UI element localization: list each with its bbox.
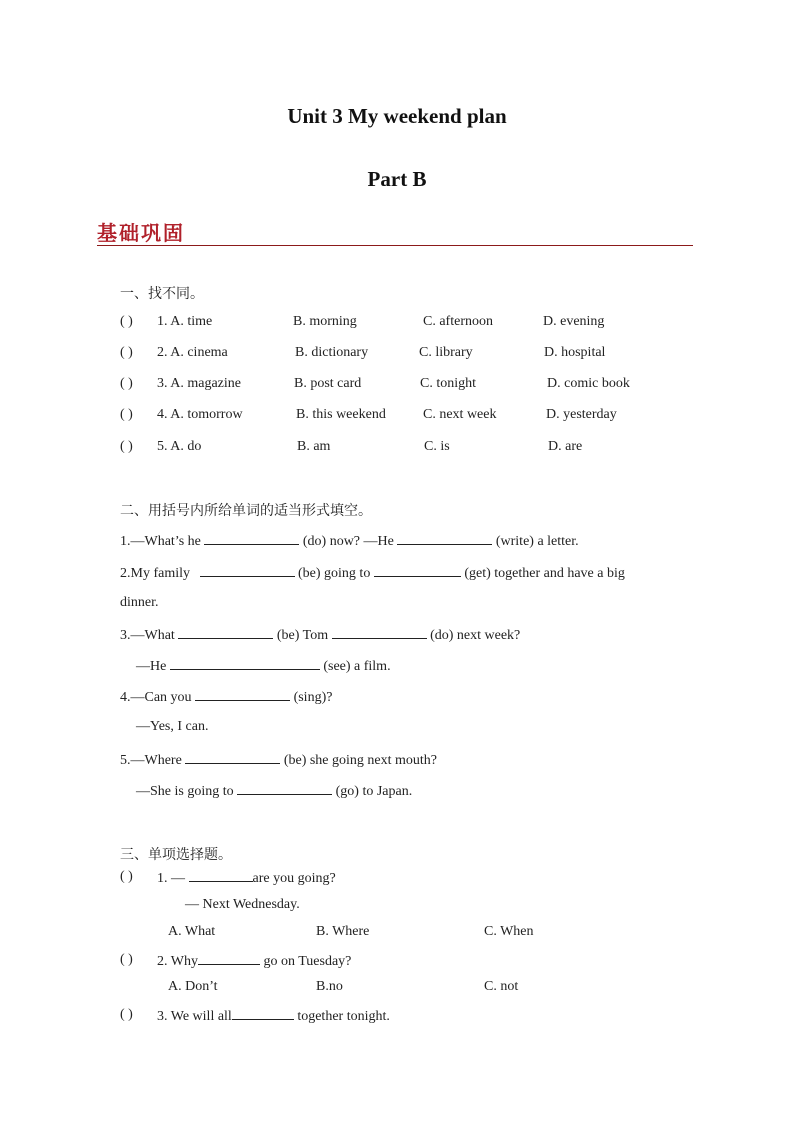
- question-stem: are you going?: [252, 871, 336, 886]
- fill-question-4-reply: —Yes, I can.: [136, 719, 209, 734]
- question-text: 4.—Can you: [120, 690, 192, 705]
- option-b[interactable]: B.no: [316, 979, 343, 994]
- answer-blank[interactable]: [178, 626, 273, 639]
- option-b: B. post card: [294, 376, 362, 391]
- answer-blank[interactable]: [189, 869, 253, 882]
- section3-heading: 三、单项选择题。: [120, 847, 232, 863]
- option-c: C. afternoon: [423, 314, 493, 329]
- option-a: 1. A. time: [157, 314, 213, 329]
- answer-bracket[interactable]: ( ): [120, 952, 133, 967]
- question-stem: go on Tuesday?: [263, 954, 352, 969]
- question-text: 3.—What: [120, 628, 175, 643]
- answer-blank[interactable]: [185, 751, 280, 764]
- option-c: C. next week: [423, 407, 497, 422]
- document-subtitle: Part B: [367, 167, 427, 191]
- fill-question-2: [120, 564, 625, 582]
- fill-question-1: [120, 532, 579, 550]
- answer-blank[interactable]: [374, 564, 461, 577]
- option-c: C. library: [419, 345, 473, 360]
- option-c[interactable]: C. not: [484, 979, 519, 994]
- fill-question-3: [120, 626, 520, 644]
- option-a: 2. A. cinema: [157, 345, 228, 360]
- option-b: B. morning: [293, 314, 357, 329]
- answer-bracket[interactable]: ( ): [120, 439, 133, 454]
- answer-bracket[interactable]: ( ): [120, 376, 133, 391]
- answer-blank[interactable]: [204, 532, 299, 545]
- question-text: (be) Tom: [276, 628, 329, 643]
- option-a: 4. A. tomorrow: [157, 407, 243, 422]
- question-text: (write) a letter.: [495, 534, 579, 549]
- question-text: (be) going to: [298, 566, 371, 581]
- option-c: C. tonight: [420, 376, 477, 391]
- question-text: (do) next week?: [430, 628, 521, 643]
- question-text: —He: [136, 659, 167, 674]
- option-a: 5. A. do: [157, 439, 202, 454]
- option-d: D. evening: [543, 314, 605, 329]
- section2-heading: 二、用括号内所给单词的适当形式填空。: [120, 503, 372, 519]
- option-b: B. dictionary: [295, 345, 369, 360]
- answer-blank[interactable]: [232, 1007, 294, 1020]
- option-d: D. comic book: [547, 376, 630, 391]
- option-d: D. are: [548, 439, 583, 454]
- answer-blank[interactable]: [195, 688, 290, 701]
- question-text: (sing)?: [293, 690, 333, 705]
- option-a: 3. A. magazine: [157, 376, 241, 391]
- question-text: (do) now? —He: [302, 534, 394, 549]
- option-d: D. yesterday: [546, 407, 617, 422]
- fill-question-5: [120, 751, 437, 769]
- answer-blank[interactable]: [170, 657, 320, 670]
- question-text: (see) a film.: [323, 659, 391, 674]
- document-title: Unit 3 My weekend plan: [287, 104, 507, 128]
- option-a[interactable]: A. What: [168, 924, 216, 939]
- question-number: 3. We will all: [157, 1009, 232, 1024]
- question-text: (be) she going next mouth?: [283, 753, 437, 768]
- question-stem: together tonight.: [297, 1009, 390, 1024]
- question-text: 1.—What’s he: [120, 534, 201, 549]
- fill-question-5-reply: [136, 782, 412, 800]
- option-b: B. am: [297, 439, 331, 454]
- option-a[interactable]: A. Don’t: [168, 979, 218, 994]
- option-d: D. hospital: [544, 345, 606, 360]
- banner-divider: [97, 245, 693, 246]
- answer-blank[interactable]: [237, 782, 332, 795]
- section1-heading: 一、找不同。: [120, 286, 204, 302]
- answer-bracket[interactable]: ( ): [120, 345, 133, 360]
- answer-blank[interactable]: [332, 626, 427, 639]
- answer-bracket[interactable]: ( ): [120, 1007, 133, 1022]
- question-text: 2.My family: [120, 566, 190, 581]
- answer-blank[interactable]: [198, 952, 260, 965]
- question-text: [157, 1007, 390, 1025]
- question-continuation: dinner.: [120, 595, 159, 610]
- section-banner: 基础巩固: [97, 221, 185, 245]
- question-text: (get) together and have a big: [464, 566, 625, 581]
- answer-blank[interactable]: [397, 532, 492, 545]
- question-text: [157, 869, 336, 887]
- fill-question-3-reply: [136, 657, 391, 675]
- answer-bracket[interactable]: ( ): [120, 869, 133, 884]
- option-b: B. this weekend: [296, 407, 386, 422]
- question-number: 2. Why: [157, 954, 198, 969]
- fill-question-4: [120, 688, 332, 706]
- option-c: C. is: [424, 439, 450, 454]
- question-text: [157, 952, 351, 970]
- option-c[interactable]: C. When: [484, 924, 534, 939]
- question-text: (go) to Japan.: [335, 784, 413, 799]
- answer-bracket[interactable]: ( ): [120, 314, 133, 329]
- question-reply: — Next Wednesday.: [185, 897, 300, 912]
- option-b[interactable]: B. Where: [316, 924, 370, 939]
- question-text: 5.—Where: [120, 753, 182, 768]
- question-number: 1. —: [157, 871, 185, 886]
- question-text: —She is going to: [136, 784, 234, 799]
- answer-blank[interactable]: [200, 564, 295, 577]
- answer-bracket[interactable]: ( ): [120, 407, 133, 422]
